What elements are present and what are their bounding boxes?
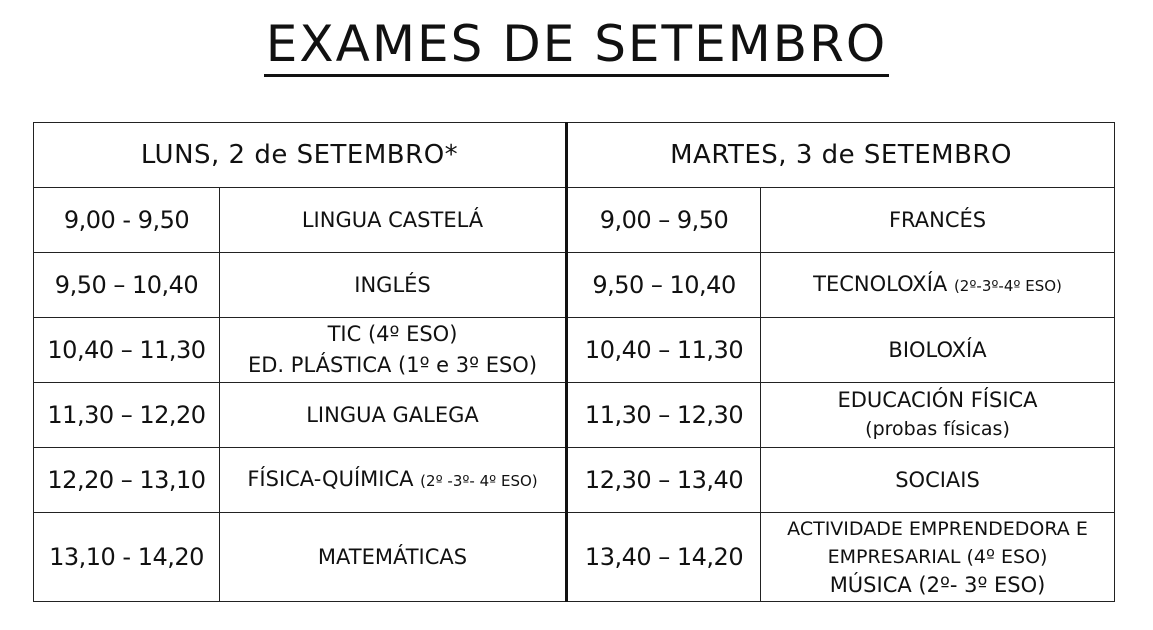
day-heading-tuesday: MARTES, 3 de SETEMBRO — [567, 123, 1115, 188]
subject-line: INGLÉS — [354, 272, 431, 297]
time-slot: 9,50 – 10,40 — [567, 253, 761, 318]
subject-line: EMPRESARIAL (4º ESO) — [827, 546, 1048, 568]
subject-cell — [220, 513, 567, 602]
subject-line: (probas físicas) — [865, 418, 1010, 440]
time-slot: 12,20 – 13,10 — [34, 448, 220, 513]
subject-line: FÍSICA-QUÍMICA (2º -3º- 4º ESO) — [247, 466, 538, 491]
subject-cell — [761, 383, 1115, 448]
subject-line: LINGUA GALEGA — [306, 402, 479, 427]
day-heading-monday: LUNS, 2 de SETEMBRO* — [34, 123, 567, 188]
subject-line: MÚSICA (2º- 3º ESO) — [829, 573, 1046, 597]
subject-cell — [761, 253, 1115, 318]
table-row — [34, 318, 1115, 383]
subject-line: FRANCÉS — [888, 207, 987, 232]
time-slot: 13,10 - 14,20 — [34, 513, 220, 602]
subject-cell — [220, 383, 567, 448]
subject-line: MATEMÁTICAS — [317, 544, 468, 569]
time-slot: 10,40 – 11,30 — [34, 318, 220, 383]
subject-line: LINGUA CASTELÁ — [301, 207, 484, 232]
subject-cell — [220, 188, 567, 253]
time-slot: 11,30 – 12,30 — [567, 383, 761, 448]
table-row — [34, 448, 1115, 513]
time-slot: 9,00 – 9,50 — [567, 188, 761, 253]
subject-line: TIC (4º ESO) — [327, 322, 458, 346]
subject-cell — [220, 448, 567, 513]
table-row — [34, 188, 1115, 253]
table-row — [34, 253, 1115, 318]
page-title: EXAMES DE SETEMBRO — [264, 14, 889, 77]
time-slot: 9,50 – 10,40 — [34, 253, 220, 318]
subject-line: BIOLOXÍA — [888, 337, 987, 362]
table-row — [34, 383, 1115, 448]
subject-line: TECNOLOXÍA (2º-3º-4º ESO) — [813, 271, 1062, 296]
time-slot: 13,40 – 14,20 — [567, 513, 761, 602]
time-slot: 11,30 – 12,20 — [34, 383, 220, 448]
subject-line: EDUCACIÓN FÍSICA — [837, 388, 1038, 412]
subject-cell — [220, 253, 567, 318]
subject-line: ED. PLÁSTICA (1º e 3º ESO) — [247, 353, 538, 377]
subject-note: (2º-3º-4º ESO) — [953, 276, 1062, 295]
subject-cell — [761, 448, 1115, 513]
subject-cell — [761, 318, 1115, 383]
time-slot: 9,00 - 9,50 — [34, 188, 220, 253]
subject-cell — [761, 188, 1115, 253]
exam-schedule-table — [33, 122, 1115, 602]
subject-cell — [761, 513, 1115, 602]
time-slot: 10,40 – 11,30 — [567, 318, 761, 383]
subject-line: ACTIVIDADE EMPRENDEDORA E — [787, 518, 1088, 540]
subject-cell — [220, 318, 567, 383]
subject-note: (2º -3º- 4º ESO) — [420, 471, 538, 490]
time-slot: 12,30 – 13,40 — [567, 448, 761, 513]
subject-line: SOCIAIS — [895, 467, 980, 492]
table-header-row — [34, 123, 1115, 188]
table-row — [34, 513, 1115, 602]
